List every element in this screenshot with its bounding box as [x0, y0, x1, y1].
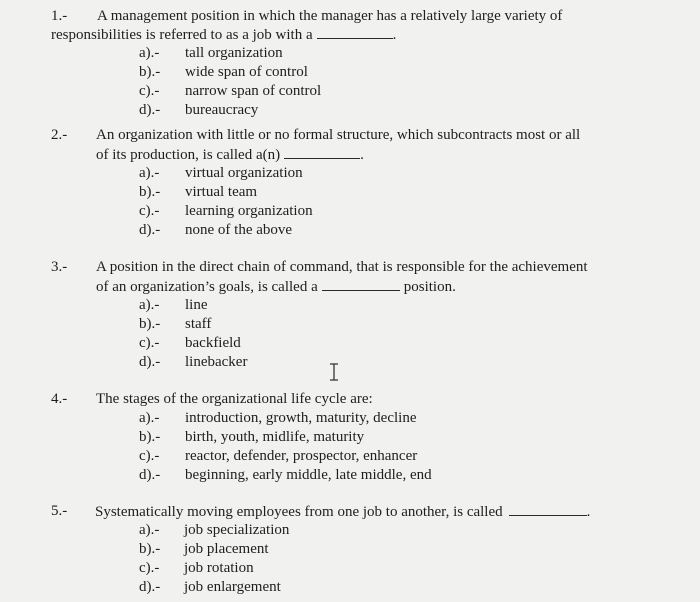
- option-text: narrow span of control: [185, 83, 322, 99]
- option-label: c).-: [139, 335, 160, 351]
- option-text: staff: [185, 316, 212, 332]
- option-text: beginning, early middle, late middle, end: [185, 467, 432, 483]
- option-text: job rotation: [184, 560, 254, 576]
- option-label: d).-: [139, 102, 161, 118]
- option-text: job enlargement: [184, 579, 281, 595]
- answer-blank: [284, 145, 360, 159]
- option-text: linebacker: [185, 354, 248, 370]
- option-label: a).-: [139, 410, 160, 426]
- option-label: d).-: [139, 467, 161, 483]
- option-label: b).-: [139, 316, 161, 332]
- option-text: bureaucracy: [185, 102, 259, 118]
- question-number: 1.-: [51, 8, 68, 24]
- option-text: line: [185, 297, 208, 313]
- option-text: introduction, growth, maturity, decline: [185, 410, 417, 426]
- option-label: b).-: [139, 64, 161, 80]
- option-text: virtual team: [185, 184, 258, 200]
- question-number: 3.-: [51, 259, 68, 275]
- option-text: none of the above: [185, 222, 293, 238]
- question-stem-line2: of its production, is called a(n) .: [96, 147, 364, 163]
- option-text: backfield: [185, 335, 241, 351]
- option-label: b).-: [139, 184, 161, 200]
- option-text: reactor, defender, prospector, enhancer: [185, 448, 418, 464]
- option-label: c).-: [139, 560, 160, 576]
- question-number: 2.-: [51, 127, 68, 143]
- text-cursor-icon: [328, 363, 340, 381]
- question-number: 4.-: [51, 391, 68, 407]
- option-text: learning organization: [185, 203, 313, 219]
- option-label: a).-: [139, 165, 160, 181]
- option-label: a).-: [139, 522, 160, 538]
- option-label: b).-: [139, 541, 161, 557]
- option-label: a).-: [139, 45, 160, 61]
- option-label: c).-: [139, 203, 160, 219]
- answer-blank: [509, 502, 587, 516]
- answer-blank: [322, 277, 400, 291]
- option-label: c).-: [139, 83, 160, 99]
- option-text: wide span of control: [185, 64, 308, 80]
- option-label: b).-: [139, 429, 161, 445]
- option-text: tall organization: [185, 45, 283, 61]
- option-label: d).-: [139, 579, 161, 595]
- question-stem-line2: responsibilities is referred to as a job with a .: [51, 27, 397, 43]
- option-text: job specialization: [184, 522, 290, 538]
- option-label: c).-: [139, 448, 160, 464]
- option-text: virtual organization: [185, 165, 303, 181]
- question-stem-line1: Systematically moving employees from one job to another, is called .: [95, 504, 591, 520]
- option-label: d).-: [139, 354, 161, 370]
- option-text: job placement: [184, 541, 269, 557]
- question-stem-line1: The stages of the organizational life cycle are:: [96, 391, 373, 407]
- option-text: birth, youth, midlife, maturity: [185, 429, 365, 445]
- question-stem-line1: An organization with little or no formal structure, which subcontracts most or all: [96, 127, 581, 143]
- question-stem-line1: A position in the direct chain of command, that is responsible for the achievement: [96, 259, 588, 275]
- option-label: a).-: [139, 297, 160, 313]
- question-number: 5.-: [51, 503, 68, 519]
- option-label: d).-: [139, 222, 161, 238]
- question-stem-line1: A management position in which the manager has a relatively large variety of: [97, 8, 563, 24]
- answer-blank: [317, 25, 393, 39]
- question-stem-line2: of an organization’s goals, is called a position.: [96, 279, 456, 295]
